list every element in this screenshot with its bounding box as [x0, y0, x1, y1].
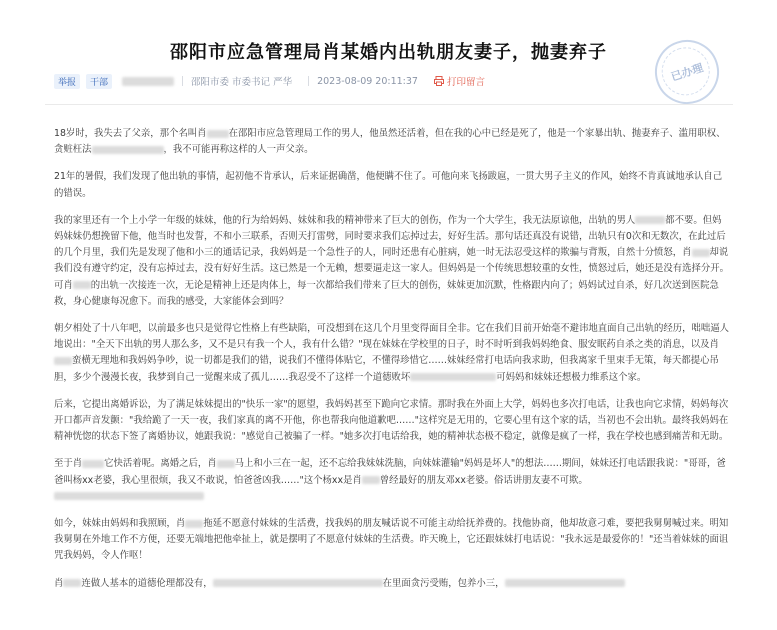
text-segment: 后来，它提出离婚诉讼，为了满足妹妹提出的"快乐一家"的愿望，我妈妈甚至下跪向它求情。那时我在外面上大学，妈妈也多次打电话，让我也向它求情，妈妈每次开口都声音发颤："我给跪了一天一夜，我们家真的离不开他，你也帮我向他道歉吧……"这样究是无用的，它要心里有这个家的话，当初也不会出轨。最终我妈妈在精神恍惚的状态下签了离婚协议，她跟我说："感觉自己被骗了一样。"她多次打电话给我，她的精神状态极不稳定，就像是疯了一样，我在学校也感到痛苦和无助。 [54, 398, 729, 443]
paragraph [54, 576, 730, 592]
post-datetime: 2023-08-09 20:11:37 [317, 75, 418, 87]
redacted-name [217, 460, 235, 468]
header-divider [45, 104, 733, 105]
text-segment: 至于肖 [54, 458, 83, 470]
paragraph [54, 321, 730, 386]
paragraph [54, 126, 730, 158]
redacted-name [73, 281, 91, 289]
text-segment: 却说我们没有遵守约定，没有忘掉过去，没有好好生活。这已然是一个无赖，想要逼走这一家人。但妈妈是一个传统思想较重的女性，愤怒过后，她还是没有选择分开。可肖 [54, 247, 730, 291]
redacted-text [54, 492, 204, 500]
text-segment: ，我不可能再称这样的人一声父亲。 [163, 144, 314, 156]
print-label: 打印留言 [446, 77, 485, 88]
redacted-text [635, 216, 665, 224]
divider [182, 76, 183, 86]
tag-report[interactable]: 举报 [54, 74, 80, 89]
message-target[interactable]: 邵阳市委 市委书记 严华 [191, 77, 293, 88]
redacted-text [213, 579, 383, 587]
text-segment: 21年的暑假，我们发现了他出轨的事情，起初他不肯承认，后来证据确凿，他便瞒不住了。可他向来飞扬跋扈，一贯大男子主义的作风，始终不肯真诚地承认自己的错误。 [54, 171, 723, 199]
redacted-name [207, 130, 229, 138]
text-segment: 拖延不愿意付妹妹的生活费，找我妈的朋友喊话说不可能主动给抚养费的。找他协商，他却故意刁难，要把我舅舅喊过来。明知我舅舅在外地工作不方便，还要无端地把他牵扯上，就是摆明了不愿意付妹妹的生活费。昨天晚上，它还跟妹妹打电话说："我永远是最爱你的！"还当着妹妹的面诅咒我妈妈，令人作呕！ [54, 518, 729, 562]
page-title: 邵阳市应急管理局肖某婚内出轨朋友妻子，抛妻弃子 [170, 42, 607, 63]
tag-cadre[interactable]: 干部 [86, 74, 112, 89]
redacted-text [92, 146, 164, 154]
redacted-author [122, 77, 174, 86]
text-segment: 18岁时，我失去了父亲，那个名叫肖 [54, 128, 207, 139]
text-segment: 肖 [54, 577, 64, 589]
redacted-name [54, 357, 72, 365]
text-segment: 在里面贪污受贿，包养小三， [382, 577, 505, 589]
text-segment: 在邵阳市应急管理局工作的男人，他虽然还活着，但在我的心中已经是死了，他是一个家暴出轨、抛妻弃子、滥用职权、贪赃枉法 [54, 128, 726, 156]
text-segment: 马上和小三在一起，还不忘给我妹妹洗脑，向妹妹灌输"妈妈是坏人"的想法……期间，妹妹还打电话跟我说："哥哥，爸爸叫杨xx老婆，我心里很烦，我又不敢说，怕爸爸凶我……"这个杨xx是肖 [54, 458, 726, 486]
stamp-text: 已办理 [669, 61, 705, 84]
printer-icon [434, 76, 444, 86]
redacted-text [410, 373, 496, 381]
paragraph [54, 456, 730, 505]
redacted-text [505, 579, 625, 587]
paragraph [54, 169, 730, 201]
redacted-name [185, 520, 203, 528]
text-segment: 如今，妹妹由妈妈和我照顾，肖 [54, 518, 186, 530]
paragraph [54, 516, 730, 565]
print-button[interactable] [434, 74, 485, 88]
paragraph [54, 213, 730, 310]
text-segment: 蛮横无理地和我妈妈争吵，说一切都是我们的错，说我们不懂得体贴它，不懂得珍惜它……妹妹经常打电话向我求助，但我离家千里束手无策，每天都提心吊胆，多少个漫漫长夜，我梦到自己一觉醒来成了孤儿……我忍受不了这样一个道德败坏 [54, 355, 719, 383]
text-segment: 朝夕相处了十八年吧，以前最多也只是觉得它性格上有些缺陷，可没想到在这几个月里变得面目全非。它在我们目前开始毫不避讳地直面自己出轨的经历，咄咄逼人地说出："全天下出轨的男人那么多，又不是只有我一个人，我有什么错？"现在妹妹在学校里的日子，时不时听到我妈妈绝食、服安眠药自杀之类的消息，以及肖 [54, 323, 730, 351]
text-segment: 都不要。但妈妈妹妹仍想挽留下他，他当时也发誓，不和小三联系，否则天打雷劈，同时要求我们忘掉过去，好好生活。那句话还真没有说错，出轨只有0次和无数次，在此过后的几个月里，我们先是发现了他和小三的通话记录，我妈妈是一个急性子的人，同时还患有心脏病，她一时无法忍受这样的欺骗与背叛，自然十分愤怒，肖 [54, 214, 726, 259]
redacted-name [82, 460, 104, 468]
article-meta [54, 72, 714, 90]
text-segment: 可妈妈和妹妹还想极力维系这个家。 [496, 371, 647, 383]
text-segment: 它快活着呢。离婚之后，肖 [104, 458, 217, 470]
redacted-name [362, 476, 380, 484]
text-segment: 曾经最好的朋友邓xx老婆。俗话讲朋友妻不可欺。 [379, 474, 588, 486]
redacted-name [63, 579, 81, 587]
text-segment: 我的家里还有一个上小学一年级的妹妹，他的行为给妈妈、妹妹和我的精神带来了巨大的创伤，作为一个大学生，我无法原谅他，出轨的男人 [54, 214, 636, 226]
text-segment: 连做人基本的道德伦理都没有， [81, 577, 213, 589]
text-segment: 的出轨一次接连一次，无论是精神上还是肉体上，每一次都给我们带来了巨大的创伤，妹妹更加沉默，性格跟内向了；妈妈试过自杀，好几次送到医院急救，身心健康每况愈下。而我的感受，大家能体会到吗？ [54, 279, 719, 307]
article-body [54, 126, 730, 603]
paragraph [54, 397, 730, 446]
divider [308, 76, 309, 86]
redacted-name [692, 249, 710, 257]
